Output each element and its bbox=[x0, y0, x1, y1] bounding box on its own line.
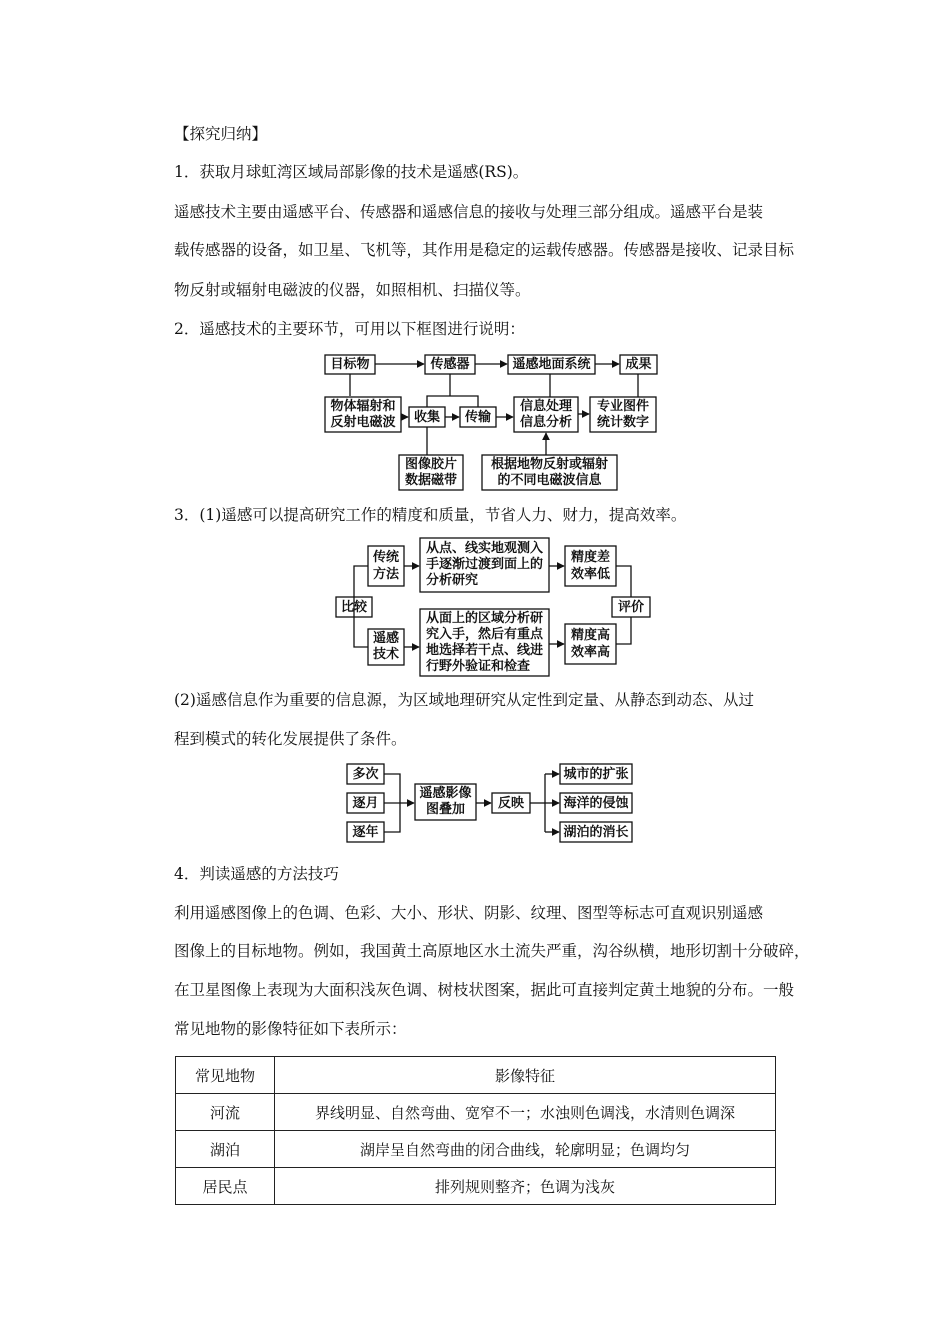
paragraph-3: 2．遥感技术的主要环节，可用以下框图进行说明： bbox=[174, 320, 525, 338]
rs-desc-line-3: 地选择若干点、线进 bbox=[426, 643, 544, 658]
paragraph-7-line-3: 在卫星图像上表现为大面积浅灰色调、树枝状图案，据此可直接判定黄土地貌的分布。一般 bbox=[174, 981, 795, 999]
rs-eval-line-1: 精度高 bbox=[570, 628, 610, 643]
paragraph-7-line-1: 利用遥感图像上的色调、色彩、大小、形状、阴影、纹理、图型等标志可直观识别遥感 bbox=[174, 904, 764, 922]
film-box-line-2: 数据磁带 bbox=[404, 473, 457, 488]
processing-box-line-1: 信息处理 bbox=[519, 399, 572, 414]
sensor-box: 传感器 bbox=[430, 357, 470, 372]
paragraph-2-line-1: 遥感技术主要由遥感平台、传感器和遥感信息的接收与处理三部分组成。遥感平台是装 bbox=[174, 203, 764, 221]
processing-box-line-2: 信息分析 bbox=[519, 415, 572, 430]
table-header-cell: 影像特征 bbox=[275, 1057, 776, 1094]
remote-sensing-box-line-2: 技术 bbox=[372, 647, 399, 662]
paragraph-5-line-1: (2)遥感信息作为重要的信息源，为区域地理研究从定性到定量、从静态到动态、从过 bbox=[174, 691, 754, 709]
compare-box: 比较 bbox=[340, 600, 367, 615]
basis-box-line-1: 根据地物反射或辐射 bbox=[490, 457, 608, 472]
table-header-row bbox=[176, 1057, 776, 1094]
section-heading: 【探究归纳】 bbox=[174, 125, 268, 143]
radiation-box-line-1: 物体辐射和 bbox=[330, 399, 396, 414]
table-row bbox=[176, 1131, 776, 1168]
traditional-box-line-2: 方法 bbox=[372, 567, 399, 582]
rs-desc-line-2: 究入手，然后有重点 bbox=[426, 627, 544, 642]
output-box-line-2: 统计数字 bbox=[596, 415, 649, 430]
paragraph-6: 4．判读遥感的方法技巧 bbox=[174, 865, 339, 883]
overlay-box-line-1: 遥感影像 bbox=[419, 786, 472, 801]
table-header-cell: 常见地物 bbox=[176, 1057, 275, 1094]
paragraph-7-line-2: 图像上的目标地物。例如，我国黄土高原地区水土流失严重，沟谷纵横，地形切割十分破碎， bbox=[174, 942, 810, 960]
film-box-line-1: 图像胶片 bbox=[404, 457, 457, 472]
paragraph-2-line-2: 载传感器的设备，如卫星、飞机等，其作用是稳定的运载传感器。传感器是接收、记录目标 bbox=[174, 241, 795, 259]
evaluate-box: 评价 bbox=[617, 600, 644, 615]
paragraph-1: 1．获取月球虹湾区域局部影像的技术是遥感(RS)。 bbox=[174, 163, 529, 181]
ocean-erosion-box: 海洋的侵蚀 bbox=[563, 796, 629, 811]
remote-sensing-box-line-1: 遥感 bbox=[372, 631, 399, 646]
table-row bbox=[176, 1094, 776, 1131]
yearly-box: 逐年 bbox=[352, 825, 379, 840]
traditional-desc-line-1: 从点、线实地观测入 bbox=[426, 541, 544, 556]
rs-desc-line-4: 行野外验证和检查 bbox=[426, 659, 531, 674]
output-box-line-1: 专业图件 bbox=[596, 399, 649, 414]
paragraph-5-line-2: 程到模式的转化发展提供了条件。 bbox=[174, 730, 407, 748]
paragraph-7-line-4: 常见地物的影像特征如下表所示： bbox=[174, 1020, 407, 1038]
paragraph-4: 3．(1)遥感可以提高研究工作的精度和质量，节省人力、财力，提高效率。 bbox=[174, 506, 687, 524]
overlay-box-line-2: 图叠加 bbox=[425, 802, 465, 817]
traditional-desc-line-3: 分析研究 bbox=[426, 573, 479, 588]
table-cell: 排列规则整齐；色调为浅灰 bbox=[275, 1168, 776, 1205]
traditional-eval-line-2: 效率低 bbox=[570, 567, 610, 582]
collect-box: 收集 bbox=[413, 410, 440, 425]
target-object-box: 目标物 bbox=[330, 357, 370, 372]
feature-table bbox=[175, 1056, 776, 1205]
rs-eval-line-2: 效率高 bbox=[570, 645, 610, 660]
reflect-box: 反映 bbox=[497, 796, 524, 811]
traditional-eval-line-1: 精度差 bbox=[570, 550, 610, 565]
traditional-box-line-1: 传统 bbox=[372, 550, 399, 565]
table-cell: 湖泊 bbox=[176, 1131, 275, 1168]
radiation-box-line-2: 反射电磁波 bbox=[330, 415, 396, 430]
lake-change-box: 湖泊的消长 bbox=[563, 825, 629, 840]
ground-system-box: 遥感地面系统 bbox=[512, 357, 591, 372]
city-expansion-box: 城市的扩张 bbox=[563, 767, 629, 782]
result-box: 成果 bbox=[625, 357, 652, 372]
transmit-box: 传输 bbox=[464, 410, 491, 425]
rs-desc-line-1: 从面上的区域分析研 bbox=[426, 611, 544, 626]
multiple-times-box: 多次 bbox=[352, 767, 379, 782]
table-row bbox=[176, 1168, 776, 1205]
table-cell: 居民点 bbox=[176, 1168, 275, 1205]
table-cell: 界线明显、自然弯曲、宽窄不一；水浊则色调浅，水清则色调深 bbox=[275, 1094, 776, 1131]
traditional-desc-line-2: 手逐渐过渡到面上的 bbox=[426, 557, 544, 572]
table-cell: 湖岸呈自然弯曲的闭合曲线，轮廓明显；色调均匀 bbox=[275, 1131, 776, 1168]
table-cell: 河流 bbox=[176, 1094, 275, 1131]
basis-box-line-2: 的不同电磁波信息 bbox=[497, 473, 602, 488]
monthly-box: 逐月 bbox=[352, 796, 379, 811]
paragraph-2-line-3: 物反射或辐射电磁波的仪器，如照相机、扫描仪等。 bbox=[174, 281, 531, 299]
